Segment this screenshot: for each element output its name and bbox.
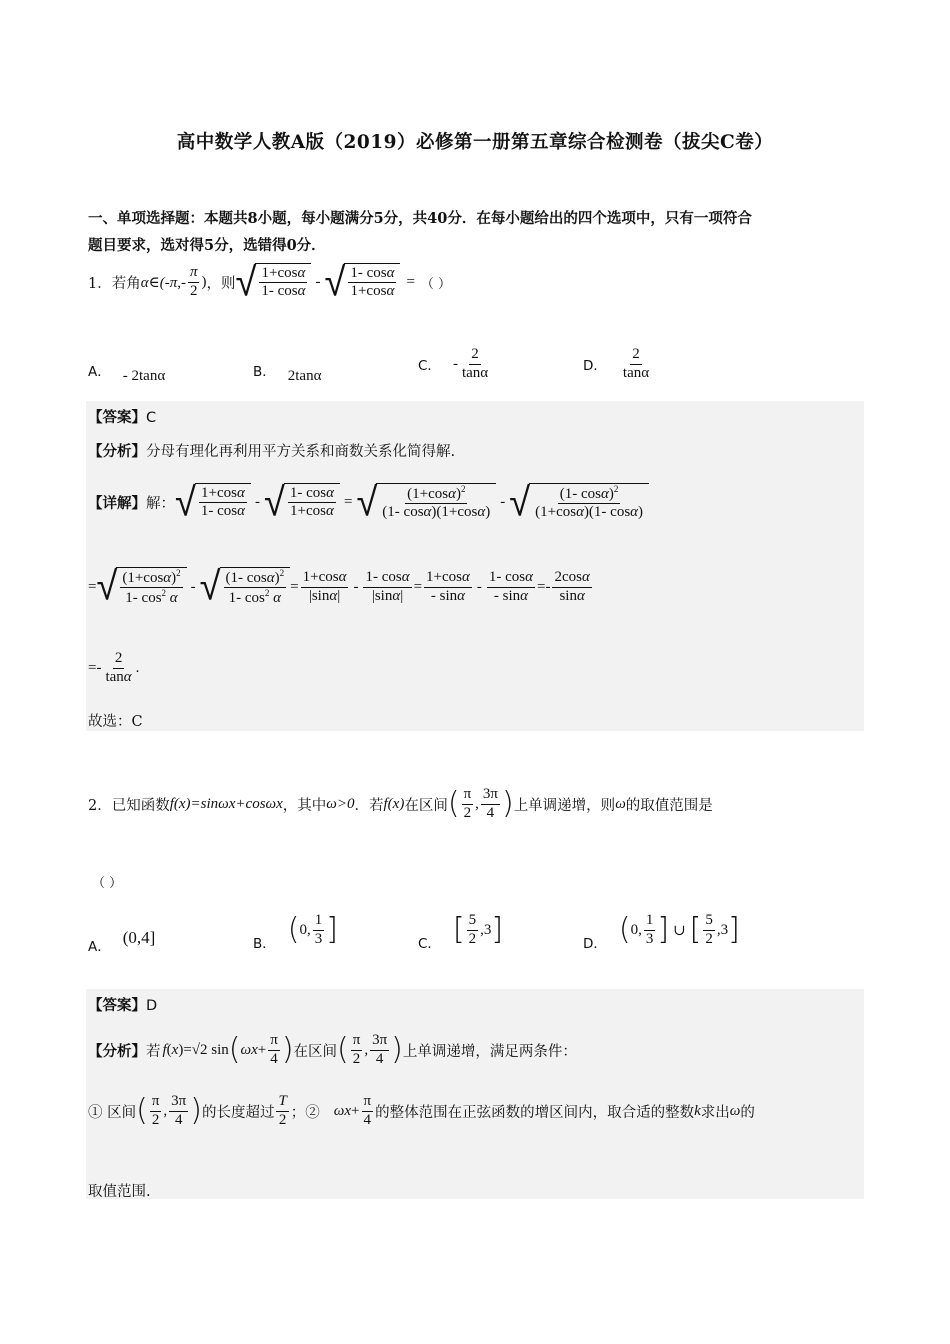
q2-text-1: ，其中 bbox=[282, 797, 327, 814]
q1-analysis: 【分析】分母有理化再利用平方关系和商数关系化简得解. bbox=[88, 443, 456, 460]
q1-sqrt-1: √ $\frac{1+\cos\alpha}{1- \cos\alpha}$ bbox=[235, 263, 311, 301]
q1-answer: 【答案】C bbox=[88, 409, 157, 426]
q1-option-b-value: 2tanα bbox=[287, 367, 322, 384]
q1-option-c: C． - $\frac{2}{\tan\alpha}$ bbox=[418, 346, 489, 381]
q1-sqrt-2: √ $\frac{1- \cos\alpha}{1+\cos\alpha}$ bbox=[324, 263, 400, 301]
q2-option-a-label: A． bbox=[88, 939, 111, 955]
question-2: 2． 已知函数 f(x)=sinωx+cosωx ，其中 ω>0 ．若 f(x) 在区间 ( $\frac{\pi}{2}$ , $\frac{3\pi}{4}$ ) 上单调递增，则 ω 的取值范围是 bbox=[88, 786, 713, 821]
q2-option-b-label: B． bbox=[253, 936, 276, 952]
q2-option-a-value: (0,4] bbox=[122, 928, 156, 947]
q2-text-2: ．若 bbox=[354, 797, 384, 814]
q1-paren: （ ） bbox=[420, 276, 452, 292]
q1-number: 1． bbox=[88, 275, 112, 292]
section-heading-line1: 一、单项选择题：本题共8小题，每小题满分5分，共40分．在每小题给出的四个选项中，只有一项符合 bbox=[88, 210, 752, 227]
q1-option-b-label: B． bbox=[253, 364, 276, 380]
q2-text-4: 上单调递增，则 bbox=[513, 797, 616, 814]
q2-answer: 【答案】D bbox=[88, 997, 158, 1014]
page-title: 高中数学人教A版（2019）必修第一册第五章综合检测卷（拔尖C卷） bbox=[176, 132, 774, 153]
q2-option-d-label: D． bbox=[583, 936, 607, 952]
q2-analysis: 【分析】 若 f ( x )=√2 sin ( ωx + $\frac{\pi}{4}$ ) 在区间 ( $\frac{\pi}{2}$ , $\frac{3\pi}{4}$ ) 上单调递增，满足两条件： bbox=[88, 1032, 577, 1067]
q1-prefix: 若角 bbox=[111, 275, 141, 292]
q2-option-d: D． ( 0, $\frac{1}{3}$ ] ∪ [ $\frac{5}{2}$ ,3 ] bbox=[583, 912, 740, 952]
q1-option-a-value: - 2tanα bbox=[122, 367, 166, 384]
q2-text-3: 在区间 bbox=[404, 797, 448, 814]
q2-paren: （ ） bbox=[92, 876, 123, 891]
q1-option-d-value: $\frac{2}{\tan\alpha}$ bbox=[622, 346, 650, 381]
q1-equals: = bbox=[406, 273, 415, 290]
q1-then: ，则 bbox=[206, 275, 236, 292]
q2-function: f(x)=sinωx+cosωx bbox=[169, 795, 283, 812]
question-1: 1． 若角 α∈(-π,- $\frac{\pi}{2}$ ) ，则 √ $\frac{1+\cos\alpha}{1- \cos\alpha}$ - √ $\frac{1- \cos\alpha}{1+\cos\alpha}$ = （ ） bbox=[88, 258, 452, 306]
q2-option-c-label: C． bbox=[418, 936, 441, 952]
q2-fx: f(x) bbox=[383, 795, 405, 812]
q2-text-5: 的取值范围是 bbox=[625, 797, 713, 814]
q1-option-c-value: $\frac{2}{\tan\alpha}$ bbox=[461, 346, 489, 381]
q2-option-c: C． [ $\frac{5}{2}$ ,3 ] bbox=[418, 912, 504, 952]
q2-tail: 取值范围. bbox=[88, 1184, 151, 1200]
q1-option-d bbox=[583, 340, 653, 388]
q1-choose: 故选：C bbox=[88, 714, 143, 730]
q1-option-a bbox=[88, 350, 165, 390]
q1-detail-line3: =- $\frac{2}{\tan\alpha}$ . bbox=[88, 650, 140, 685]
q1-pi-half: $\frac{\pi}{2}$ bbox=[189, 264, 198, 299]
q2-omega: ω bbox=[615, 795, 626, 812]
q1-condition: α∈(-π,- bbox=[140, 274, 186, 291]
q2-prefix: 已知函数 bbox=[111, 797, 170, 814]
q1-option-d-label: D． bbox=[583, 358, 607, 374]
q2-number: 2． bbox=[88, 797, 112, 814]
q1-option-b bbox=[253, 350, 321, 390]
q1-detail-line1: 【详解】 解： √ $\frac{1+\cos\alpha}{1- \cos\alpha}$ - √ $\frac{1- \cos\alpha}{1+\cos\alpha}$ = √ $\frac{(1+\cos\alpha)^2}{(1- \cos\alpha)(1+\cos\alpha)}$ - √ $\frac{(1- \cos\alpha)^2}{(1+\cos\alpha)(1- \cos\alpha)}$ bbox=[88, 474, 649, 530]
q1-detail-line2: = √ $\frac{(1+\cos\alpha)^2}{1- \cos^2 \alpha}$ - √ $\frac{(1- \cos\alpha)^2}{1- \cos^2 \alpha}$ = $\frac{1+\cos\alpha}{|\sin\alpha|}$ - $\frac{1- \cos\alpha}{|\sin\alpha|}$ = $\frac{1+\cos\alpha}{- \sin\alpha}$ - $\frac{1- \cos\alpha}{- \sin\alpha}$ =- $\frac{2\cos\alpha}{\sin\alpha}$ bbox=[88, 562, 590, 609]
q2-option-a bbox=[88, 918, 155, 958]
section-heading-line2: 题目要求，选对得5分，选错得0分． bbox=[88, 237, 326, 254]
q2-option-b: B． ( 0, $\frac{1}{3}$ ] bbox=[253, 912, 338, 952]
q2-conditions: ① 区间 ( $\frac{\pi}{2}$ , $\frac{3\pi}{4}$ ) 的长度超过 $\frac{T}{2}$ ；② ωx + $\frac{\pi}{4}$ 的整体范围在正弦函数的增区间内，取合适的整数 k 求出 ω 的 bbox=[88, 1093, 755, 1128]
q2-omega-positive: ω>0 bbox=[326, 795, 355, 812]
q1-option-c-label: C． bbox=[418, 358, 441, 374]
q1-option-a-label: A． bbox=[88, 364, 111, 380]
